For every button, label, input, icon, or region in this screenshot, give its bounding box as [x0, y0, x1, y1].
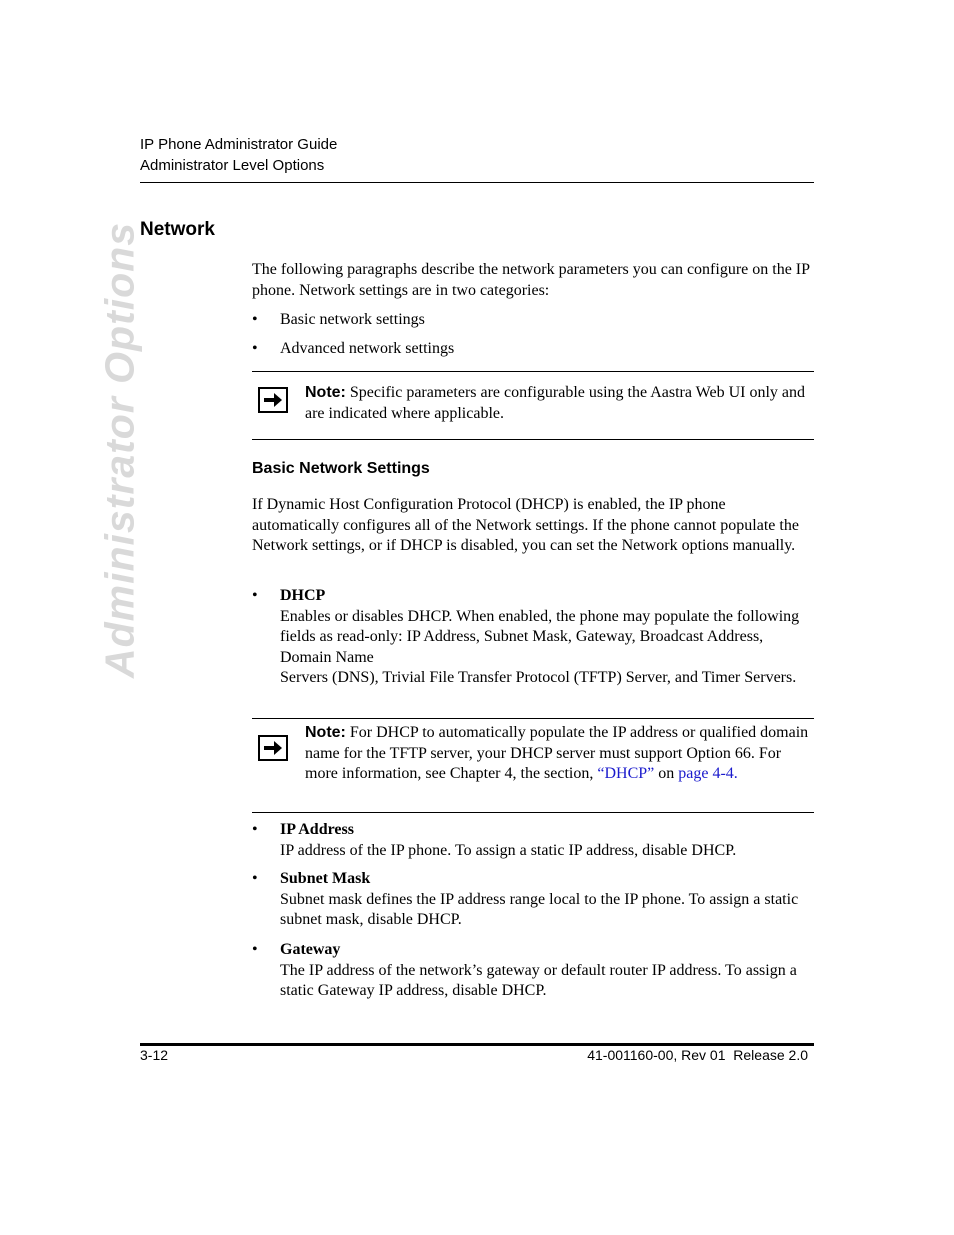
item-title: IP Address [280, 821, 354, 838]
header-rule [140, 182, 814, 183]
note-top-rule [252, 718, 814, 719]
item-description-cont: Servers (DNS), Trivial File Transfer Protocol (TFTP) Server, and Timer Servers. [280, 669, 797, 686]
page-number: 3-12 [140, 1047, 169, 1063]
dhcp-link[interactable]: “DHCP” [597, 765, 655, 782]
bullet-marker: • [252, 870, 258, 887]
arrow-right-icon [258, 387, 288, 413]
note-label: Note: [305, 384, 346, 401]
item-description: Enables or disables DHCP. When enabled, the phone may populate the following fields as read-only: IP Address, Subnet Mask, Gateway, Broadcast Address, Domain Name [280, 607, 800, 666]
bullet-marker: • [252, 340, 258, 357]
header-chapter-title: Administrator Level Options [140, 157, 325, 174]
note-label: Note: [305, 724, 346, 741]
bullet-marker: • [252, 587, 258, 604]
item-description: IP address of the IP phone. To assign a static IP address, disable DHCP. [280, 841, 737, 859]
note-body-mid: on [658, 765, 675, 782]
list-item-gateway [280, 940, 814, 1002]
header-guide-title: IP Phone Administrator Guide [140, 136, 338, 153]
item-description: Subnet mask defines the IP address range local to the IP phone. To assign a static subnet mask, disable DHCP. [280, 890, 799, 928]
list-item: Advanced network settings [280, 340, 455, 357]
basic-intro-paragraph: If Dynamic Host Configuration Protocol (DHCP) is enabled, the IP phone automatically configures all of the Network settings. If the phone cannot populate the Network settings, or if DHCP is disabled, you can set the Network options manually. [252, 496, 799, 554]
list-item: Basic network settings [280, 311, 425, 328]
note-text [305, 723, 815, 785]
list-item-dhcp [280, 586, 814, 689]
note-bottom-rule [252, 439, 814, 440]
side-chapter-title: Administrator Options [96, 221, 143, 679]
list-item-subnet-mask [280, 869, 814, 931]
document-id: 41-001160-00, Rev 01 Release 2.0 [587, 1047, 808, 1063]
note-bottom-rule [252, 812, 814, 813]
footer-rule [140, 1043, 814, 1046]
note-body: For DHCP to automatically populate the IP address or qualified domain name for the TFTP server, your DHCP server must support Option 66. For more information, see Chapter 4, the section, [305, 724, 809, 782]
intro-paragraph: The following paragraphs describe the network parameters you can configure on the IP phone. Network settings are in two categories: [252, 261, 810, 299]
bullet-marker: • [252, 821, 258, 838]
item-title: Subnet Mask [280, 870, 371, 887]
item-title: DHCP [280, 587, 326, 604]
item-title: Gateway [280, 941, 341, 958]
item-description: The IP address of the network’s gateway or default router IP address. To assign a static Gateway IP address, disable DHCP. [280, 961, 797, 999]
note-body: Specific parameters are configurable using the Aastra Web UI only and are indicated where applicable. [305, 384, 806, 422]
arrow-right-icon [258, 735, 288, 761]
section-title: Network [140, 219, 215, 240]
subsection-title: Basic Network Settings [252, 460, 430, 477]
page-link[interactable]: page 4-4. [678, 765, 738, 782]
list-item-ip-address [280, 820, 814, 861]
note-text [305, 383, 815, 424]
bullet-marker: • [252, 311, 258, 328]
bullet-marker: • [252, 941, 258, 958]
note-top-rule [252, 371, 814, 372]
